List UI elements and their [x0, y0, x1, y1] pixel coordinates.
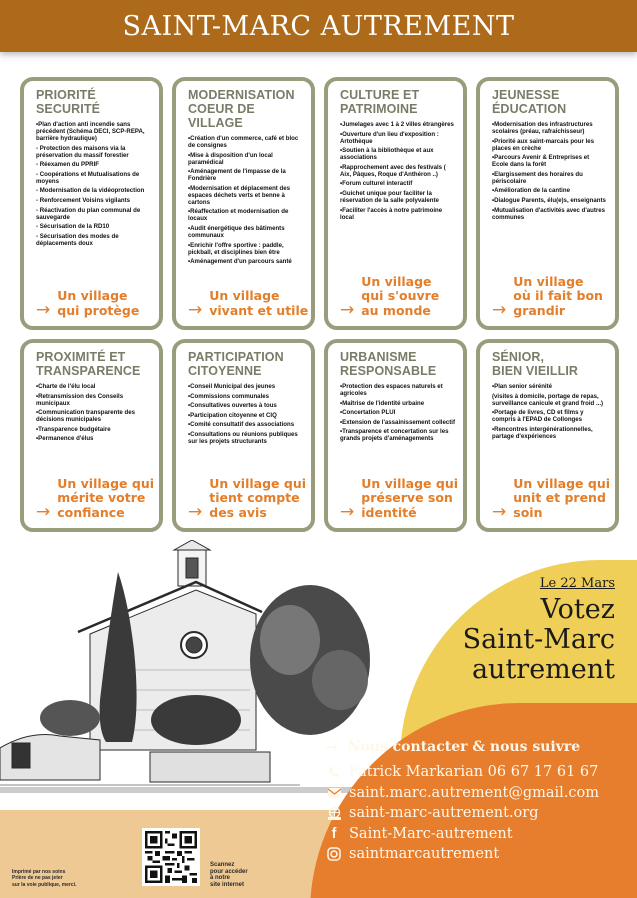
card-culture-patrimoine [324, 77, 467, 330]
card-title: CULTURE ET PATRIMOINE [340, 88, 420, 116]
card-urbanisme-responsable [324, 339, 467, 532]
card-title: JEUNESSE ÉDUCATION [492, 88, 567, 116]
card-items: •Conseil Municipal des jeunes •Commissions communales •Consultatives ouvertes à tous •Participation citoyenne et CIQ •Comité consultatif des associations •Consultations ou réunions publiques sur les projets structurants [188, 383, 298, 445]
contact-block [325, 738, 599, 865]
contact-instagram[interactable]: saintmarcautrement [325, 844, 599, 865]
print-notice: Imprimé par nos soins Prière de ne pas jeter sur la voie publique, merci. [12, 869, 77, 888]
phone-icon [325, 766, 343, 778]
card-senior-bien-vieillir [476, 339, 619, 532]
mail-icon [325, 788, 343, 798]
card-proximite-transparence [20, 339, 163, 532]
vote-line-2: Saint-Marc [462, 624, 615, 655]
arrow-right-icon: → [492, 502, 507, 522]
vote-block [463, 576, 615, 685]
card-title: PARTICIPATION CITOYENNE [188, 350, 284, 378]
contact-email[interactable]: saint.marc.autrement@gmail.com [325, 783, 599, 804]
card-tagline: → Un village qui préserve son identité [340, 475, 458, 522]
card-modernisation [172, 77, 315, 330]
card-items: •Charte de l'élu local •Retransmission des Conseils municipaux •Communication transparente des décisions municipales •Transparence budgétaire •Permanence d'élus [36, 383, 135, 443]
qr-caption: Scannez pour accéder à notre site internet [210, 862, 248, 888]
contact-title: → Nous contacter & nous suivre [325, 738, 581, 756]
card-priorite-securite [20, 77, 163, 330]
arrow-right-icon: → [36, 502, 51, 522]
bottom-section [0, 540, 637, 898]
contact-phone[interactable]: Patrick Markarian 06 67 17 61 67 [325, 762, 599, 783]
instagram-icon [325, 847, 343, 861]
card-title: PROXIMITÉ ET TRANSPARENCE [36, 350, 141, 378]
card-tagline: → Un village qui unit et prend soin [492, 475, 610, 522]
card-title: URBANISME RESPONSABLE [340, 350, 437, 378]
card-tagline: → Un village qui mérite votre confiance [36, 475, 154, 522]
card-title: PRIORITÉ SECURITÉ [36, 88, 101, 116]
card-items: •Plan senior sérénité (visites à domicile, portage de repas, surveillance canicule et grand froid ...) •Portage de livres, CD et films y compris à l'EPAD de Collonges •Rencontres intergénérationnelles, partage d'expériences [492, 383, 604, 440]
card-tagline: → Un village qui s'ouvre au monde [340, 273, 440, 320]
card-participation-citoyenne [172, 339, 315, 532]
vote-line-3: autrement [471, 654, 615, 685]
card-tagline: → Un village vivant et utile [188, 288, 309, 320]
election-date: Le 22 Mars [539, 576, 615, 591]
card-tagline: → Un village où il fait bon grandir [492, 273, 603, 320]
arrow-right-icon: → [492, 300, 507, 320]
card-items: •Plan d'action anti incendie sans précédent (Schéma DECI, SCP-REPA, barrière hydraulique) - Protection des maisons via la préservation du massif forestier - Réexamen du PPRIF - Coopérations et Mutualisations de moyens - Modernisation de la vidéoprotection - Renforcement Voisins vigilants - Réactivation du plan communal de sauvegarde - Sécurisation de la RD10 - Sécurisation des modes de déplacements doux [36, 121, 145, 247]
card-items: •Création d'un commerce, café et bloc de consignes •Mise à disposition d'un local paramédical •Aménagement de l'impasse de la Fondrière •Modernisation et déplacement des espaces déchets verts et benne à cartons •Réaffectation et modernisation de locaux •Audit énergétique des bâtiments communaux •Enrichir l'offre sportive : paddle, pickball, et disciplines bien être •Aménagement d'un parcours santé [188, 135, 299, 266]
contact-facebook[interactable]: f Saint-Marc-autrement [325, 824, 599, 845]
card-items: •Jumelages avec 1 à 2 villes étrangères •Ouverture d'un lieu d'exposition : Artothèque •Soutien à la bibliothèque et aux associations •Rapprochement avec des festivals ( Aix, Pâques, Roque d'Anthéron ..) •Forum culturel interactif •Guichet unique pour faciliter la réservation de la salle polyvalente •Faciliter l'accès à notre patrimoine local [340, 121, 454, 221]
arrow-right-icon: → [188, 300, 203, 320]
arrow-right-icon: → [36, 300, 51, 320]
card-items: •Modernisation des infrastructures scolaires (préau, rafraîchisseur) •Priorité aux saint-marcais pour les places en crèche •Parcours Avenir & Entreprises et Ecole dans la forêt •Elargissement des horaires du périscolaire •Amélioration de la cantine •Dialogue Parents, élu(e)s, enseignants •Mutualisation d'activités avec d'autres communes [492, 121, 606, 221]
qr-code[interactable] [142, 828, 200, 886]
page-title: SAINT-MARC AUTREMENT [122, 10, 515, 42]
contact-website[interactable]: saint-marc-autrement.org [325, 803, 599, 824]
header-banner [0, 0, 637, 52]
card-tagline: → Un village qui tient compte des avis [188, 475, 306, 522]
facebook-icon: f [331, 825, 337, 842]
card-items: •Protection des espaces naturels et agricoles •Maîtrise de l'identité urbaine •Concertation PLUI •Extension de l'assainissement collectif •Transparence et concertation sur les grands projets d'aménagements [340, 383, 456, 443]
arrow-right-icon: → [188, 502, 203, 522]
globe-www-icon [325, 807, 343, 820]
arrow-right-icon: → [340, 300, 355, 320]
vote-line-1: Votez [540, 594, 615, 625]
card-title: SÉNIOR, BIEN VIEILLIR [492, 350, 579, 378]
arrow-right-icon: → [325, 738, 338, 756]
card-tagline: → Un village qui protège [36, 288, 140, 320]
card-title: MODERNISATION COEUR DE VILLAGE [188, 88, 295, 130]
card-jeunesse-education [476, 77, 619, 330]
arrow-right-icon: → [340, 502, 355, 522]
